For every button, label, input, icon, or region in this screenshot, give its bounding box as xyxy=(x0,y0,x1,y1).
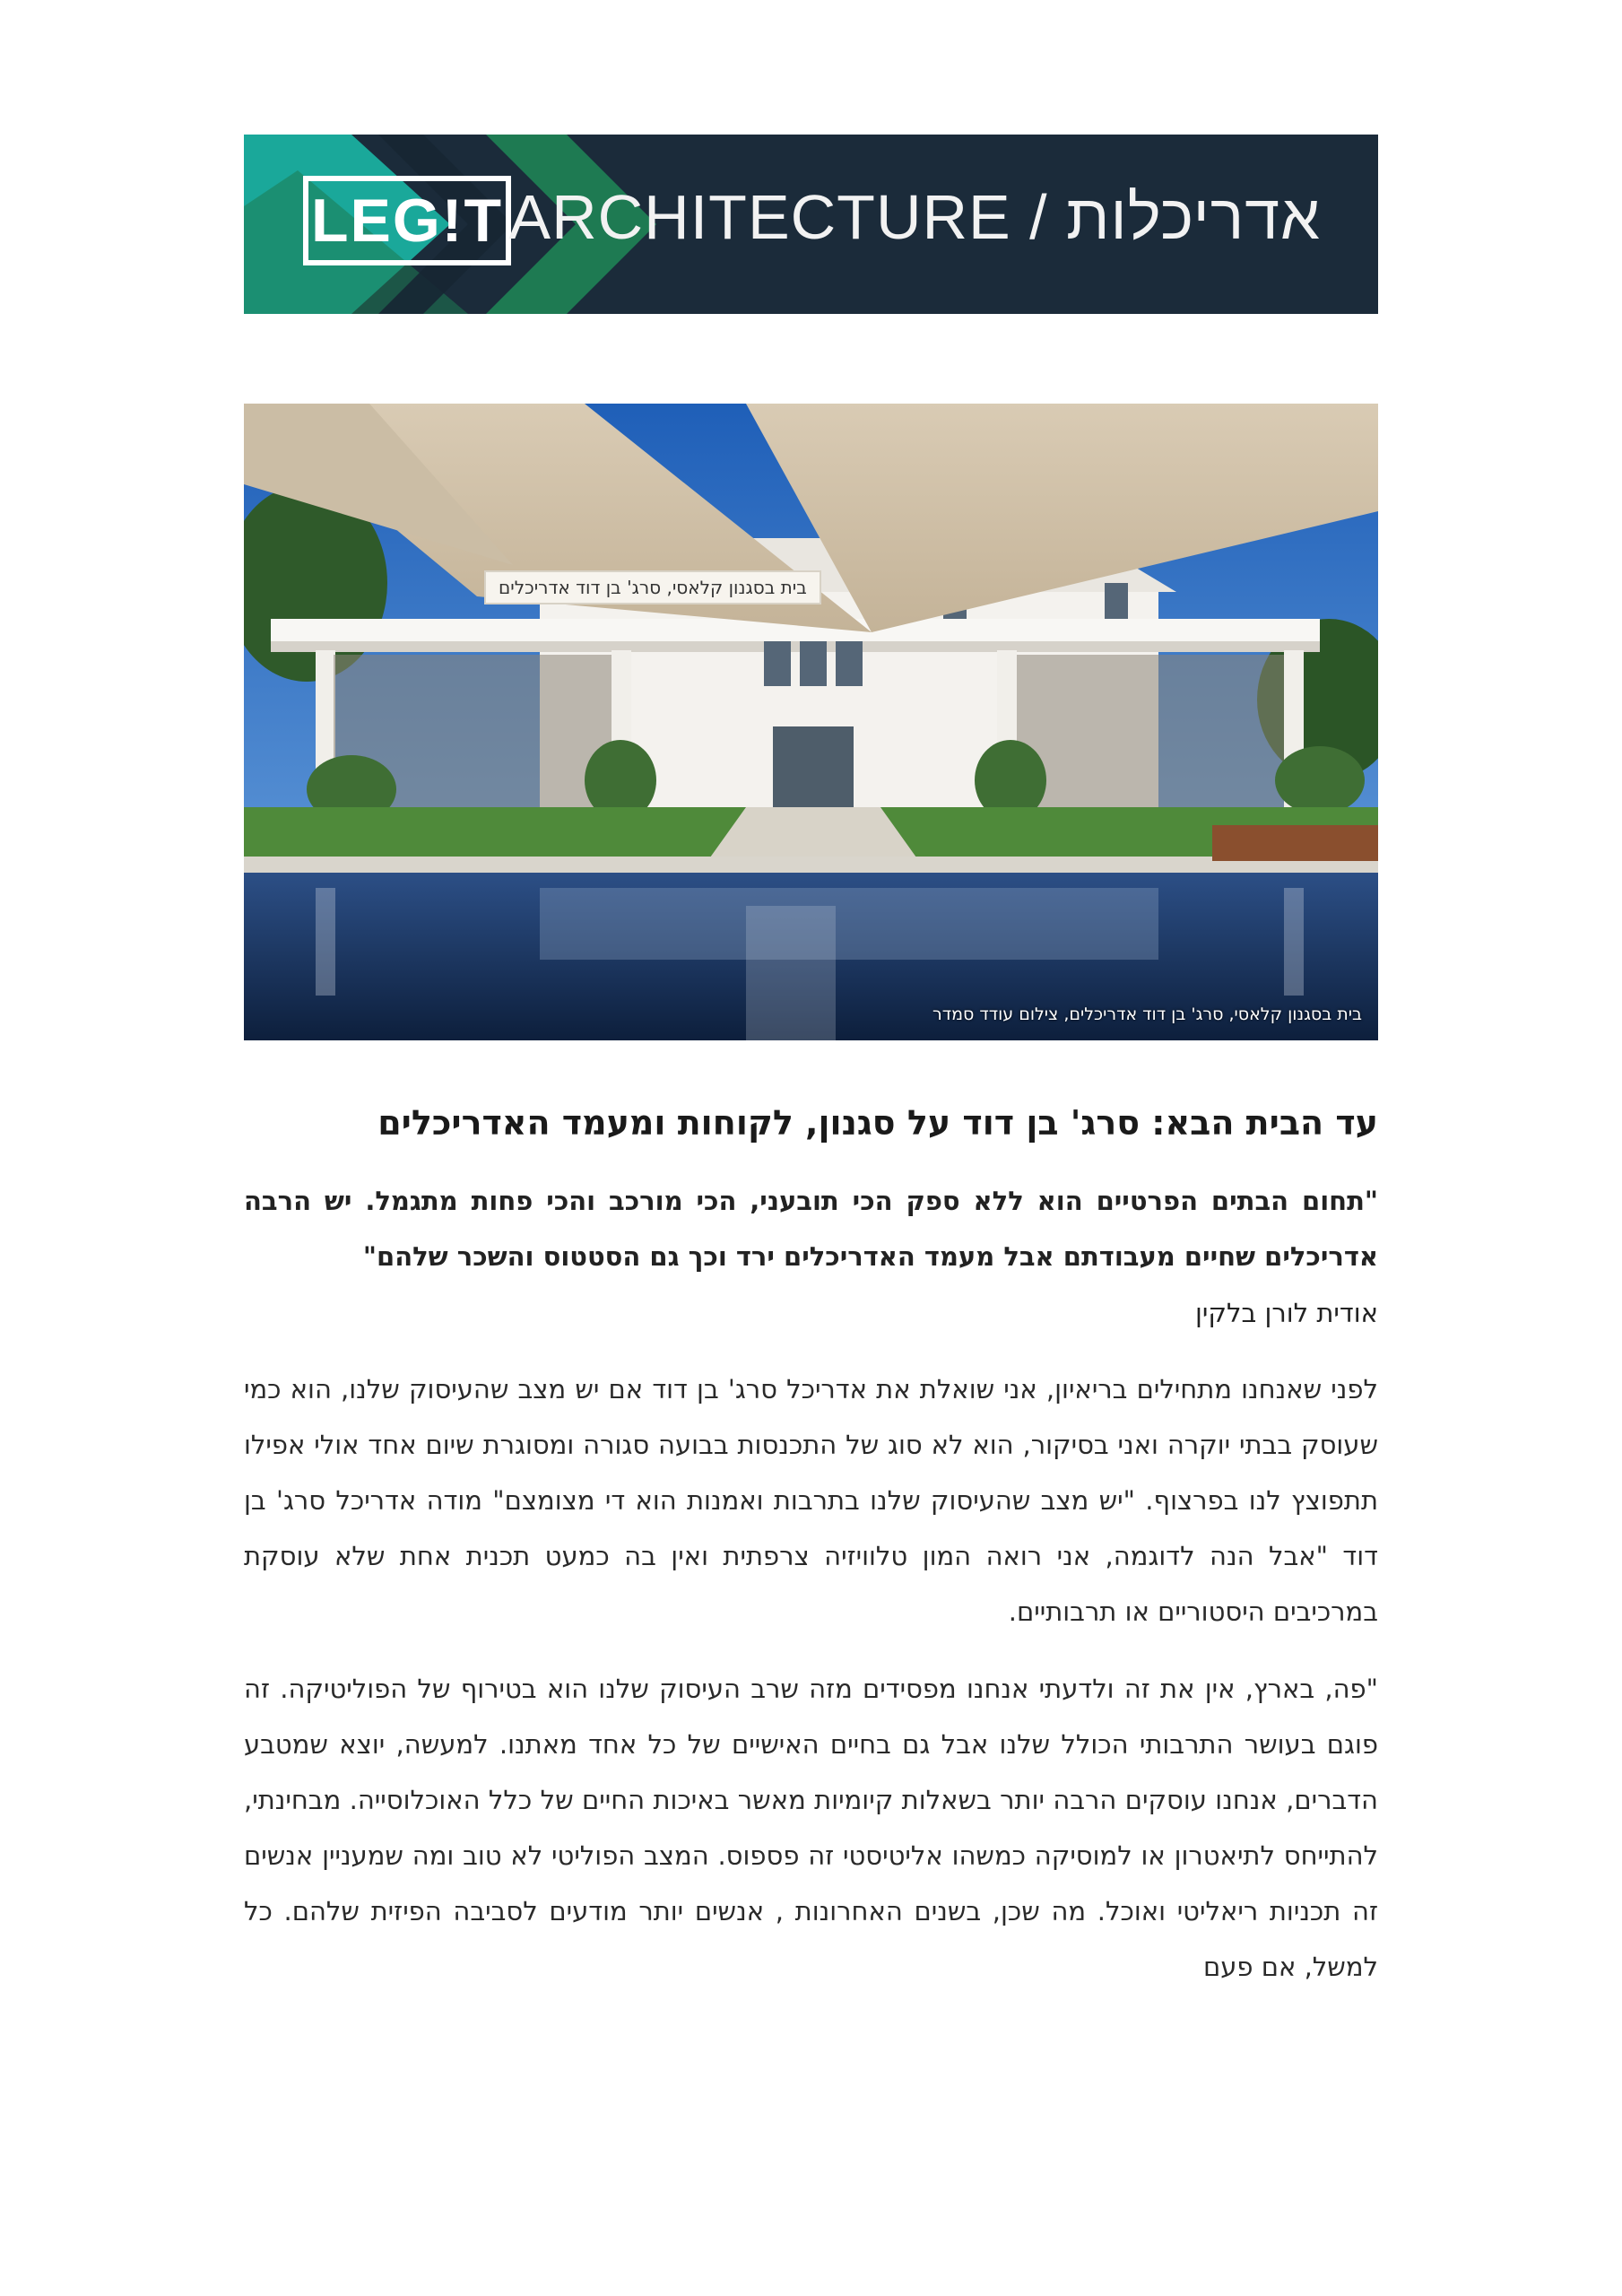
legit-logo[interactable] xyxy=(303,176,511,265)
hero-photo xyxy=(244,404,1378,1040)
house-illustration xyxy=(244,404,1378,1040)
article-lead-quote: "תחום הבתים הפרטיים הוא ללא ספק הכי תובעני, הכי מורכב והכי פחות מתגמל. יש הרבה אדריכלים שחיים מעבודתם אבל מעמד האדריכלים ירד וכך גם הסטטוס והשכר שלהם" xyxy=(244,1186,1378,1272)
photo-overlay-label: בית בסגנון קלאסי, סרג' בן דוד אדריכלים xyxy=(484,570,821,604)
article-paragraph-2: "פה, בארץ, אין את זה ולדעתי אנחנו מפסידים מזה שרב העיסוק שלנו הוא בטירוף של הפוליטיקה. זה פוגם בעושר התרבותי הכולל שלנו אבל גם בחיים האישיים של כל אחד מאתנו. למעשה, יוצא שמטבע הדברים, אנחנו עוסקים הרבה יותר בשאלות קיומיות מאשר באיכות החיים של כלל האוכלוסייה. מבחינתי, להתייחס לתיאטרון או למוסיקה כמשהו אליטיסטי זה פספוס. המצב הפוליטי לא טוב ומה שמעניין אנשים זה תכניות ריאליטי ואוכל. מה שכן, בשנים האחרונות , אנשים יותר מודעים לסביבה הפיזית שלהם. כל למשל, אם פעם xyxy=(244,1674,1378,1982)
article-author: אודית לורן בלקין xyxy=(1195,1298,1378,1328)
logo-text: LEG!T xyxy=(311,187,503,255)
article-headline: עד הבית הבא: סרג' בן דוד על סגנון, לקוחות ומעמד האדריכלים xyxy=(377,1103,1378,1143)
article-paragraph-1: לפני שאנחנו מתחילים בריאיון, אני שואלת את אדריכל סרג' בן דוד אם יש מצב שהעיסוק שלנו, הוא כמי שעוסק בבתי יוקרה ואני בסיקור, הוא לא סוג של התכנסות בבועה סגורה ומסוגרת שיום אחד אולי אפילו תתפוצץ לנו בפרצוף. "יש מצב שהעיסוק שלנו בתרבות ואמנות הוא די מצומצם" מודה אדריכל סרג' בן דוד "אבל הנה לדוגמה, אני רואה המון טלוויזיה צרפתית ואין בה כמעט תכנית אחת שלא עוסקת במרכיבים היסטוריים או תרבותיים. xyxy=(244,1374,1378,1627)
photo-credit: בית בסגנון קלאסי, סרג' בן דוד אדריכלים, צילום עודד סמדר xyxy=(932,1004,1362,1024)
article-body xyxy=(244,1096,1378,1995)
header-banner xyxy=(244,135,1378,314)
section-title: ARCHITECTURE / אדריכלות xyxy=(508,182,1321,252)
